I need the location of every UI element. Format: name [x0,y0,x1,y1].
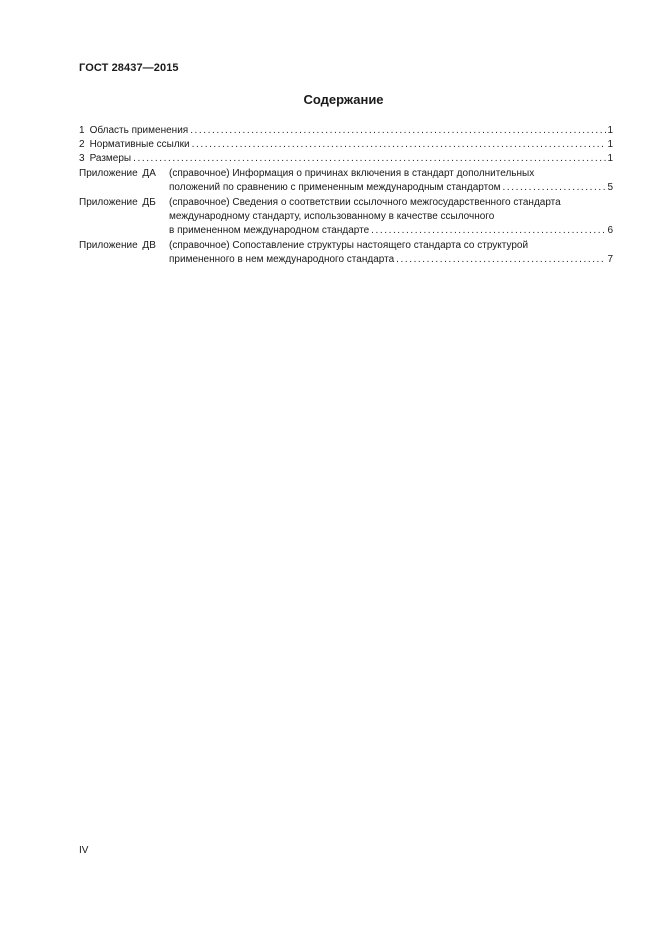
toc-entry-body [79,124,613,138]
toc-entry-normative-references[interactable] [79,138,613,152]
toc-line [79,152,613,166]
toc-page-number: 6 [607,225,613,236]
toc-line [169,181,613,195]
toc-entry-dimensions[interactable] [79,152,613,166]
toc-entry-title: примененного в нем международного стандарта [169,254,395,265]
toc-entry-title: (справочное) Сопоставление структуры настоящего стандарта со структурой [169,240,529,251]
toc-line [79,138,613,152]
toc-leader-dots [131,152,606,166]
toc-line [79,124,613,138]
toc-leader-dots [190,138,607,152]
appendix-label: Приложение ДА [79,168,156,179]
toc-entry-appendix-dv[interactable] [79,239,613,267]
table-of-contents [79,124,613,267]
toc-number: 1 [79,125,85,136]
toc-entry-appendix-db[interactable] [79,196,613,238]
toc-line [169,167,613,181]
toc-entry-title: положений по сравнению с примененным международным стандартом [169,182,501,193]
toc-title: Содержание [303,92,384,107]
appendix-label: Приложение ДБ [79,197,156,208]
toc-page-number: 7 [607,254,613,265]
toc-line [169,210,613,224]
toc-leader-dots [369,224,606,238]
toc-line [169,224,613,238]
toc-entry-title: международному стандарту, использованному в качестве ссылочного [169,211,495,222]
toc-line [169,196,613,210]
toc-entry-body [169,167,613,195]
toc-page-number: 1 [607,139,613,150]
toc-entry-title: Размеры [89,153,132,164]
toc-entry-appendix-da[interactable] [79,167,613,195]
toc-number: 3 [79,153,85,164]
toc-entry-body [79,152,613,166]
toc-page-number: 1 [607,125,613,136]
toc-entry-body [79,138,613,152]
toc-entry-body [169,196,613,238]
toc-line [169,239,613,253]
toc-leader-dots [501,181,607,195]
appendix-label: Приложение ДВ [79,240,156,251]
page-number: IV [79,845,89,856]
toc-entry-scope[interactable] [79,124,613,138]
toc-entry-title: в примененном международном стандарте [169,225,370,236]
toc-entry-title: Нормативные ссылки [89,139,190,150]
toc-leader-dots [394,253,606,267]
toc-page-number: 5 [607,182,613,193]
toc-entry-title: (справочное) Сведения о соответствии ссылочного межгосударственного стандарта [169,197,561,208]
toc-line [169,253,613,267]
toc-entry-title: (справочное) Информация о причинах включения в стандарт дополнительных [169,168,535,179]
toc-page-number: 1 [607,153,613,164]
toc-leader-dots [188,124,606,138]
toc-number: 2 [79,139,85,150]
document-code: ГОСТ 28437—2015 [79,62,179,74]
toc-entry-title: Область применения [89,125,189,136]
toc-entry-body [169,239,613,267]
